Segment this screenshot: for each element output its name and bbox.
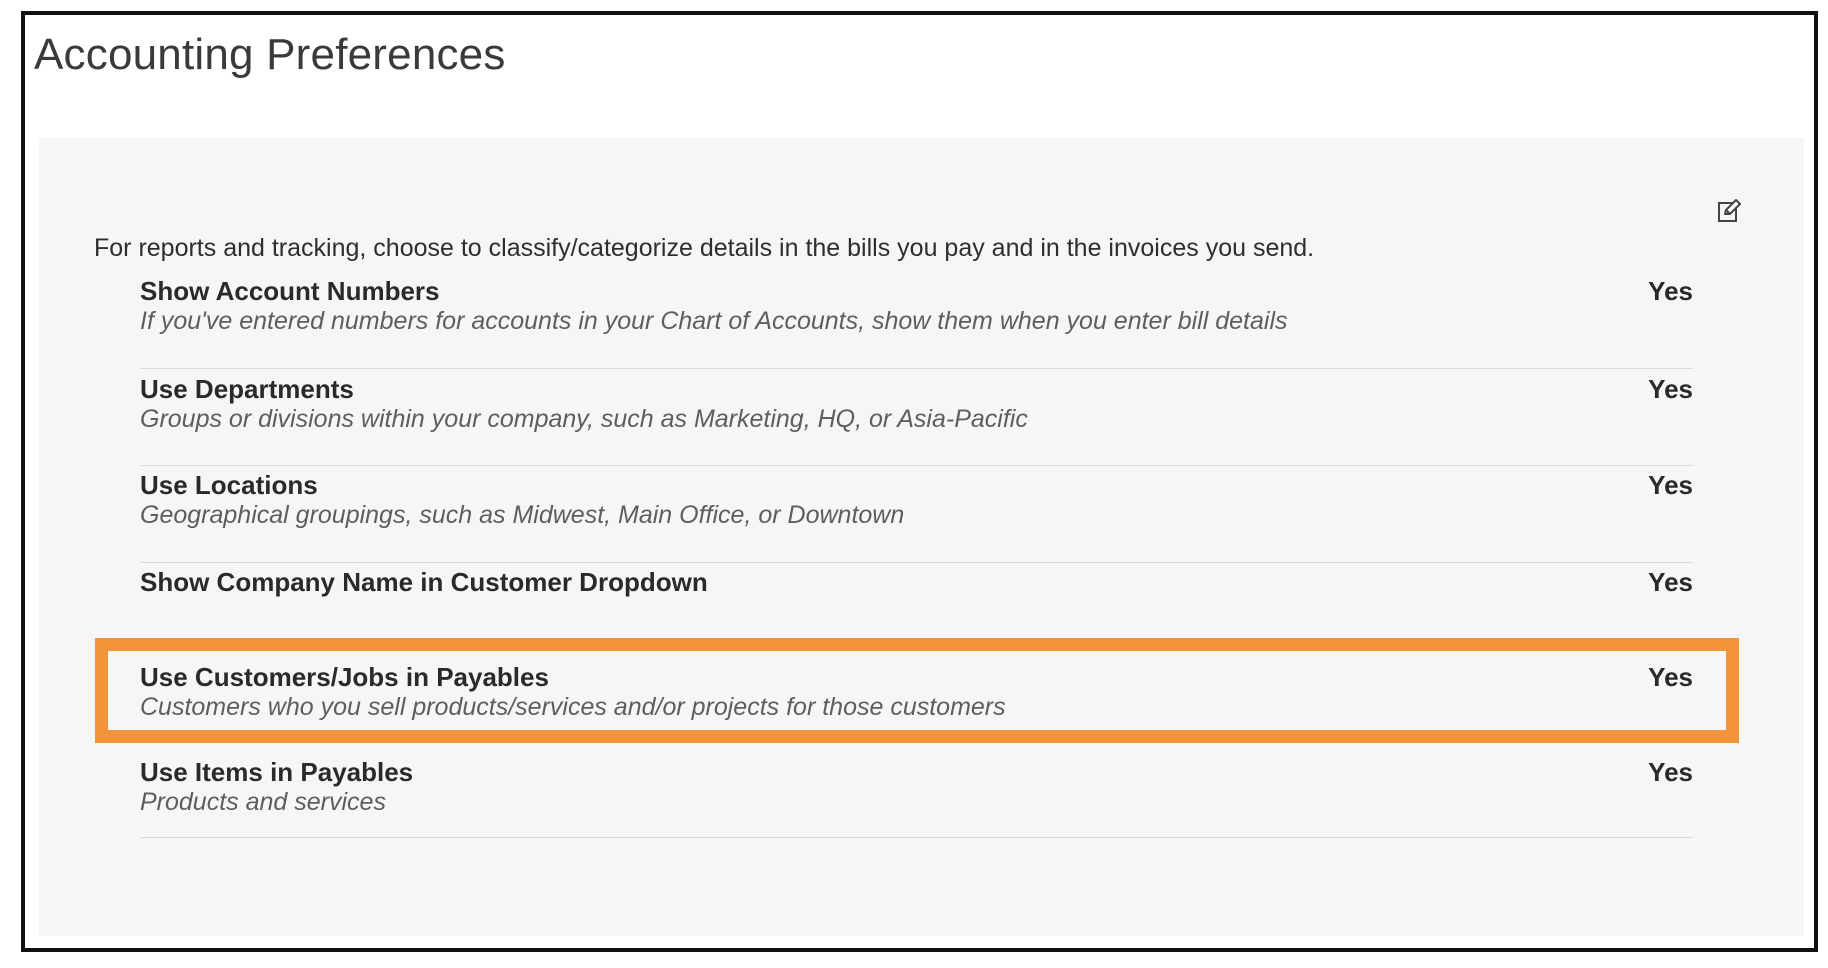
pref-label: Use Locations	[140, 470, 318, 500]
pref-row-use-departments	[140, 374, 1693, 466]
pref-row-use-customers-jobs	[140, 662, 1693, 732]
pref-value: Yes	[1648, 757, 1693, 787]
pref-description: Products and services	[140, 788, 386, 816]
pref-value: Yes	[1648, 374, 1693, 404]
pref-label: Use Items in Payables	[140, 757, 414, 787]
pref-label: Show Account Numbers	[140, 276, 440, 306]
pref-description: Groups or divisions within your company, such as Marketing, HQ, or Asia-Pacific	[140, 405, 1028, 433]
pref-row-show-account-numbers	[140, 276, 1693, 369]
pref-value: Yes	[1648, 470, 1693, 500]
pref-label: Use Departments	[140, 374, 354, 404]
pref-label: Use Customers/Jobs in Payables	[140, 662, 549, 692]
pref-row-use-items	[140, 757, 1693, 838]
pref-row-use-locations	[140, 470, 1693, 563]
pref-description: Geographical groupings, such as Midwest, Main Office, or Downtown	[140, 501, 905, 529]
pref-description: If you've entered numbers for accounts in your Chart of Accounts, show them when you enter bill details	[140, 307, 1288, 335]
page-title: Accounting Preferences	[34, 30, 506, 79]
intro-text: For reports and tracking, choose to classify/categorize details in the bills you pay and in the invoices you send.	[94, 234, 1315, 262]
pref-value: Yes	[1648, 662, 1693, 692]
pref-label: Show Company Name in Customer Dropdown	[140, 567, 708, 597]
edit-button[interactable]	[1716, 198, 1742, 224]
pref-value: Yes	[1648, 276, 1693, 306]
pref-description: Customers who you sell products/services and/or projects for those customers	[140, 693, 1006, 721]
pref-value: Yes	[1648, 567, 1693, 597]
edit-icon	[1717, 199, 1741, 223]
pref-row-show-company-name	[140, 567, 1693, 627]
